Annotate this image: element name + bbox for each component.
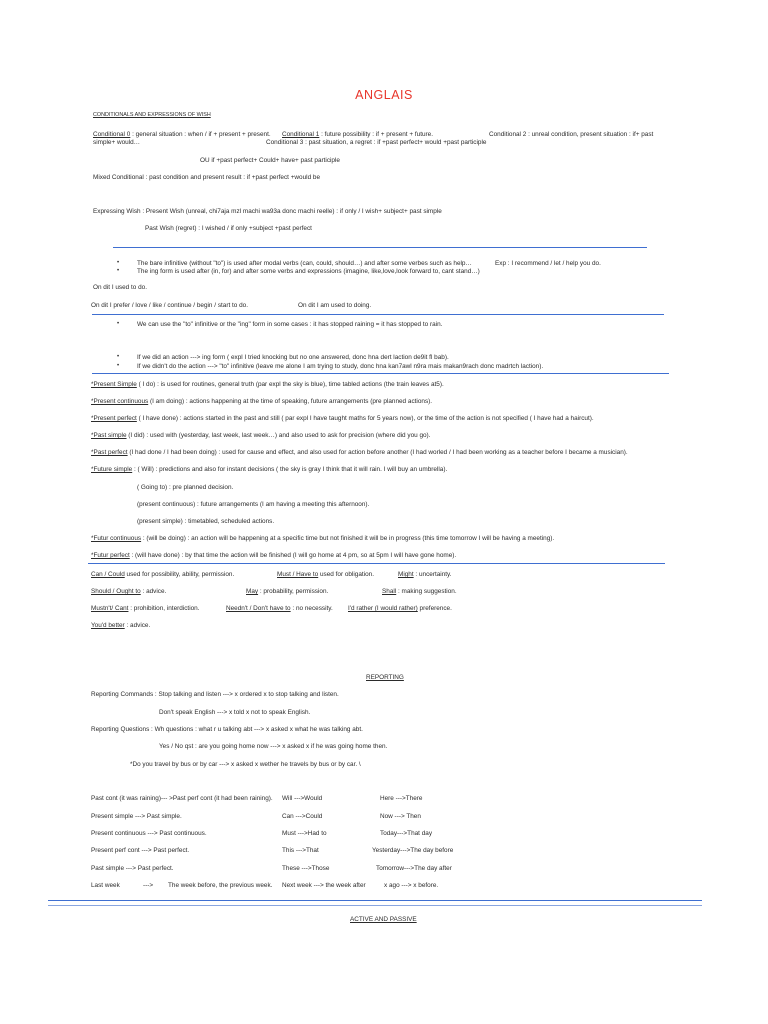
- conditional-0-label: Conditional 0: [93, 131, 131, 138]
- tense-label: *Futur continuous: [91, 535, 142, 542]
- backshift-adverb: Today--->That day: [380, 830, 433, 837]
- conditional-1: [282, 131, 433, 139]
- backshift-next-week: Next week ---> the week after: [282, 882, 366, 889]
- backshift-last-week: Last week: [91, 882, 120, 889]
- modal-may: [246, 588, 328, 596]
- conditional-2-cont: simple+ would…: [93, 139, 141, 146]
- tense-future-perfect: [91, 552, 456, 560]
- on-dit-used-to-doing: On dit I am used to doing.: [298, 302, 372, 309]
- backshift-row: Present perf cont ---> Past perfect.: [91, 847, 190, 854]
- infinitive-bullet-2: The ing form is used after (in, for) and after some verbs and expressions (imagine, like,love,look forward to, cant stand…): [137, 268, 480, 275]
- backshift-modal: Can --->Could: [282, 813, 323, 820]
- backshift-modal: Must --->Had to: [282, 830, 327, 837]
- backshift-adverb: Tomorrow--->The day after: [376, 865, 452, 872]
- tense-future-simple: [91, 466, 447, 474]
- modal-label: Should / Ought to: [91, 588, 141, 595]
- reporting-questions-3: *Do you travel by bus or by car ---> x asked x wether he travels by bus or by car. \: [130, 761, 361, 768]
- infinitive-example: Exp : I recommend / let / help you do.: [495, 260, 601, 267]
- on-dit-prefer: On dit I prefer / love / like / continue / begin / start to do.: [91, 302, 249, 309]
- infinitive-bullet-3: We can use the "to" infinitive or the "ing" form in some cases : it has stopped raining = it has stopped to rain.: [137, 321, 443, 328]
- tense-text: (I did) : used with (yesterday, last week, last week…) and also used to ask for precision (where did you go).: [126, 432, 431, 439]
- modal-might: [398, 571, 452, 579]
- tense-label: *Futur perfect: [91, 552, 130, 559]
- tense-past-simple: [91, 432, 430, 440]
- modal-label: Might: [398, 571, 414, 578]
- tense-label: *Past perfect: [91, 449, 128, 456]
- modal-text: : no necessity.: [290, 605, 333, 612]
- modal-text: : advice.: [124, 622, 151, 629]
- backshift-row: Past simple ---> Past perfect.: [91, 865, 174, 872]
- mixed-conditional: Mixed Conditional : past condition and present result : if +past perfect +would be: [93, 174, 321, 181]
- modal-can-could: [91, 571, 234, 579]
- modal-text: preference.: [417, 605, 452, 612]
- future-present-simple: (present simple) : timetabled, scheduled actions.: [137, 518, 275, 525]
- bullet-icon: •: [117, 260, 120, 266]
- conditional-3: Conditional 3 : past situation, a regret : if +past perfect+ would +past participle: [266, 139, 487, 146]
- tense-text: ( I do) : is used for routines, general truth (par expl the sky is blue), time tabled actions (the train leaves at5).: [136, 381, 444, 388]
- conditional-ou: OU if +past perfect+ Could+ have+ past participle: [200, 157, 340, 164]
- modal-label: Needn't / Don't have to: [226, 605, 291, 612]
- modal-label: Shall: [382, 588, 397, 595]
- tense-label: *Future simple: [91, 466, 133, 473]
- modal-text: : making suggestion.: [396, 588, 457, 595]
- tense-text: : ( Will) : predictions and also for instant decisions ( the sky is gray I think that it will rain. I will buy an umbrella).: [132, 466, 448, 473]
- wish-present: Expressing Wish : Present Wish (unreal, chi7aja mzl machi wa93a donc machi reelle) : if only / I wish+ subject+ past simple: [93, 208, 442, 215]
- backshift-adverb: Now ---> Then: [380, 813, 421, 820]
- tense-label: *Past simple: [91, 432, 127, 439]
- reporting-commands: Reporting Commands : Stop talking and listen ---> x ordered x to stop talking and listen.: [91, 691, 339, 698]
- modal-text: : probability, permission.: [258, 588, 329, 595]
- backshift-arrow: --->: [143, 882, 154, 889]
- infinitive-bullet-4: If we did an action ---> ing form ( expl I tried knocking but no one answered, donc hna dert laction de9it fl bab).: [137, 354, 449, 361]
- tense-present-simple: [91, 381, 444, 389]
- modal-label: You'd better: [91, 622, 125, 629]
- modal-text: : uncertainty.: [413, 571, 452, 578]
- wish-past: Past Wish (regret) : I wished / if only +subject +past perfect: [145, 225, 312, 232]
- infinitive-bullet-1: The bare infinitive (without "to") is used after modal verbs (can, could, should…) and after some verbes such as help…: [137, 260, 472, 267]
- section-heading-conditionals: CONDITIONALS AND EXPRESSIONS OF WISH: [93, 112, 211, 118]
- divider: [88, 563, 665, 564]
- modal-text: used for possibility, ability, permission.: [124, 571, 235, 578]
- conditional-0-text: : general situation : when / if + present + present.: [130, 131, 271, 138]
- future-going-to: ( Going to) : pre planned decision.: [137, 484, 234, 491]
- tense-label: *Present perfect: [91, 415, 137, 422]
- backshift-ago: x ago ---> x before.: [384, 882, 439, 889]
- backshift-row: Present simple ---> Past simple.: [91, 813, 182, 820]
- bullet-icon: •: [117, 321, 120, 327]
- backshift-row: Past cont (it was raining)--- >Past perf cont (it had been raining).: [91, 795, 273, 802]
- modal-shall: [382, 588, 457, 596]
- divider: [92, 314, 664, 315]
- tense-text: : (will be doing) : an action will be happening at a specific time but not finished it will be in progress (this time tomorrow I will be having a meeting).: [141, 535, 555, 542]
- bullet-icon: •: [117, 354, 120, 360]
- tense-future-continuous: [91, 535, 554, 543]
- tense-text: (I am doing) : actions happening at the time of speaking, future arrangements (pre planned actions).: [148, 398, 433, 405]
- modal-should: [91, 588, 166, 596]
- bullet-icon: •: [117, 363, 120, 369]
- infinitive-bullet-5: If we didn't do the action ---> "to" infinitive (leave me alone I am trying to study, donc hna kan7awl n9ra mais makan9rach donc madrtch laction).: [137, 363, 544, 370]
- divider: [113, 247, 647, 248]
- future-present-continuous: (present continuous) : future arrangements (I am having a meeting this afternoon).: [137, 501, 370, 508]
- tense-label: *Present continuous: [91, 398, 149, 405]
- modal-better: [91, 622, 150, 630]
- backshift-adverb: Here --->There: [380, 795, 423, 802]
- modal-label: I'd rather (I would rather): [348, 605, 418, 612]
- tense-text: : (will have done) : by that time the action will be finished (I will go home at 4 pm, so at 5pm I will have gone home).: [129, 552, 457, 559]
- backshift-modal: These --->Those: [282, 865, 330, 872]
- on-dit-used-to: On dit I used to do.: [93, 284, 147, 291]
- tense-present-perfect: [91, 415, 594, 423]
- modal-text: : prohibition, interdiction.: [128, 605, 200, 612]
- divider: [48, 905, 702, 906]
- tense-past-perfect: [91, 449, 628, 457]
- tense-text: (I had done / I had been doing) : used for cause and effect, and also used for action before another (I had worled / I had been working as a teacher before I became a musician).: [127, 449, 628, 456]
- divider: [92, 373, 669, 374]
- modal-label: Must / Have to: [277, 571, 319, 578]
- modal-text: used for obligation.: [318, 571, 374, 578]
- conditional-0: [93, 131, 271, 139]
- bullet-icon: •: [117, 268, 120, 274]
- backshift-week-before: The week before, the previous week.: [168, 882, 273, 889]
- page-title: ANGLAIS: [355, 88, 413, 102]
- reporting-commands-2: Don't speak English ---> x told x not to speak English.: [159, 709, 311, 716]
- modal-label: May: [246, 588, 259, 595]
- reporting-questions-2: Yes / No qst : are you going home now ---> x asked x if he was going home then.: [159, 743, 388, 750]
- tense-present-continuous: [91, 398, 432, 406]
- reporting-questions: Reporting Questions : Wh questions : what r u talking abt ---> x asked x what he was talking abt.: [91, 726, 363, 733]
- tense-label: *Present Simple: [91, 381, 137, 388]
- divider: [48, 900, 702, 901]
- modal-label: Mustn't/ Cant: [91, 605, 129, 612]
- backshift-modal: This --->That: [282, 847, 319, 854]
- modal-mustnt: [91, 605, 200, 613]
- backshift-adverb: Yesterday--->The day before: [372, 847, 454, 854]
- section-heading-active-passive: ACTIVE AND PASSIVE: [350, 916, 417, 923]
- modal-rather: [348, 605, 452, 613]
- modal-neednt: [226, 605, 333, 613]
- modal-label: Can / Could: [91, 571, 125, 578]
- tense-text: ( I have done) : actions started in the past and still ( par expl I have taught maths for 5 years now), or the time of the action is not specified ( I have had a haircut).: [136, 415, 594, 422]
- backshift-modal: Will --->Would: [282, 795, 323, 802]
- conditional-1-label: Conditional 1: [282, 131, 320, 138]
- section-heading-reporting: REPORTING: [366, 674, 404, 681]
- modal-text: : advice.: [140, 588, 167, 595]
- backshift-row: Present continuous ---> Past continuous.: [91, 830, 207, 837]
- conditional-1-text: : future possibility : if + present + future.: [319, 131, 433, 138]
- conditional-2: Conditional 2 : unreal condition, present situation : if+ past: [489, 131, 654, 138]
- modal-must: [277, 571, 374, 579]
